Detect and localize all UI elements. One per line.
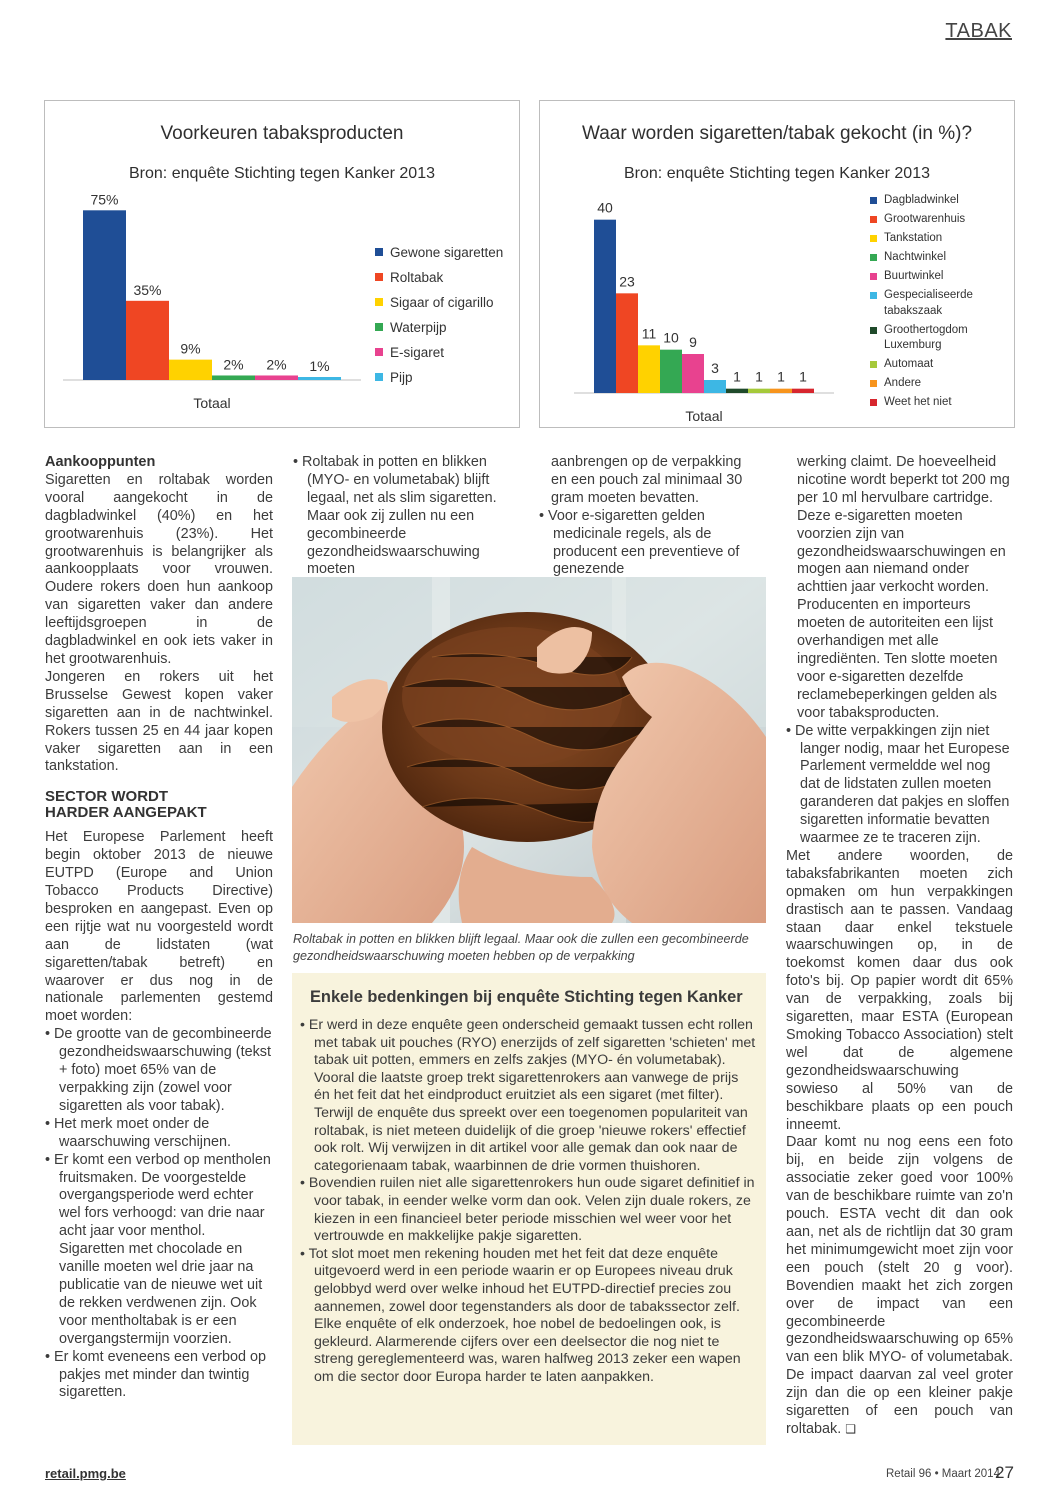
data-label: 2% — [266, 356, 287, 373]
legend-item — [870, 376, 1010, 392]
data-label: 23 — [619, 273, 635, 290]
legend-label: Grootwarenhuis — [884, 213, 966, 225]
legend-item — [375, 368, 515, 387]
legend-item — [375, 343, 515, 362]
paragraph: Jongeren en rokers uit het Brusselse Gewest kopen vaker sigaretten aan in de nachtwinkel. Rokers tussen 25 en 44 jaar kopen vaker sigaretten aan in een tankstation. — [45, 668, 273, 775]
legend-swatch — [375, 323, 383, 331]
chart-title: Waar worden sigaretten/tabak gekocht (in %)? — [581, 123, 973, 144]
box-body — [300, 1017, 758, 1386]
bullet-item: • De grootte van de gecombineerde gezondheidswaarschuwing (tekst + foto) moet 65% van de verpakking zijn (zowel voor sigaretten als voor tabak). — [45, 1026, 272, 1114]
box-title: Enkele bedenkingen bij enquête Stichting tegen Kanker — [310, 988, 743, 1006]
paragraph — [786, 1134, 1013, 1438]
bar-e-sigaret — [255, 375, 298, 380]
data-label: 1 — [755, 368, 763, 385]
data-label: 9 — [689, 334, 697, 350]
legend-item — [870, 395, 1010, 411]
legend-item — [375, 243, 515, 262]
legend-label: Waterpijp — [390, 320, 447, 335]
chart-purchase-locations — [539, 100, 1015, 428]
bullet-item: • Roltabak in potten en blikken (MYO- en volumetabak) blijft legaal, net als slim sigaretten. Maar ook zij zullen nu een gecombineerde gezondheidswaarschuwing moeten — [293, 454, 497, 578]
bullet-item: • Er werd in deze enquête geen onderscheid gemaakt tussen echt rollen met tabak uit pouches (RYO) enerzijds of zelf sigaretten 'schieten' met tabak uit potten, emmers en zelfs zakjes (MYO- én volumetabak). Vooral die laatste groep trekt sigarettenrokers aan vanwege de prijs én het feit dat het eindproduct eruitziet als een sigaret (met filter). Terwijl de enquête dus spreekt over een toegenomen populariteit van roltabak, is niet meteen duidelijk of die groep 'nieuwe rokers' effectief ook rolt. Wij verwijzen in dit artikel voor alle gemak dan ook naar de categorienaam tabak, waarbinnen de drie vormen thuishoren. — [300, 1017, 756, 1174]
bar-automaat — [748, 389, 770, 393]
bullet-item: • Er komt eveneens een verbod op pakjes met minder dan twintig sigaretten. — [45, 1348, 267, 1401]
legend-item — [870, 250, 1010, 266]
legend-swatch — [870, 197, 877, 204]
bar-pijp — [298, 377, 341, 380]
page-number: 27 — [995, 1463, 1014, 1482]
legend-label: Sigaar of cigarillo — [390, 295, 494, 310]
data-label: 11 — [641, 325, 657, 342]
legend-label: Tankstation — [884, 232, 943, 244]
legend-label: Weet het niet — [884, 396, 952, 408]
end-mark: ❑ — [845, 1421, 856, 1436]
legend-swatch — [870, 254, 877, 261]
legend-label: Roltabak — [390, 270, 444, 285]
legend-swatch — [870, 273, 877, 280]
chart-legend — [870, 193, 1010, 414]
bar-sigaar-of-cigarillo — [169, 360, 212, 380]
data-label: 3 — [711, 360, 719, 376]
heading-sector — [45, 789, 273, 821]
data-label: 40 — [597, 199, 613, 216]
legend-swatch — [870, 216, 877, 223]
data-label: 35% — [133, 281, 162, 298]
bar-weet-het-niet — [792, 389, 814, 393]
column-3 — [539, 454, 761, 579]
legend-item — [870, 269, 1010, 285]
legend-swatch — [375, 273, 383, 281]
legend-item — [870, 288, 1010, 319]
legend-label: E-sigaret — [390, 345, 445, 360]
legend-item — [870, 193, 1010, 209]
legend-swatch — [375, 373, 383, 381]
legend-swatch — [375, 348, 383, 356]
legend-swatch — [870, 327, 877, 334]
bar-dagbladwinkel — [594, 220, 616, 393]
legend-item — [870, 323, 1010, 354]
legend-item — [375, 293, 515, 312]
legend-label: Automaat — [884, 358, 934, 370]
bar-buurtwinkel — [682, 354, 704, 393]
legend-label: Pijp — [390, 370, 413, 385]
paragraph: Sigaretten en roltabak worden vooral aangekocht in de dagbladwinkel (40%) en het grootwarenhuis (23%). Het grootwarenhuis is belangrijker als aankoopplaats voor vrouwen. Oudere rokers doen hun aankoop van sigaretten vaker dan andere leeftijdsgroepen in de dagbladwinkel en ook iets vaker in het grootwarenhuis. — [45, 471, 273, 667]
paragraph: werking claimt. De hoeveelheid nicotine wordt beperkt tot 200 mg per 10 ml hervulbare cartridge. Deze e-sigaretten moeten voorzien zijn van gezondheidswaarschuwingen en mogen aan niemand onder achttien jaar verkocht worden. Producenten en importeurs moeten de autoriteiten een lijst overhandigen met alle ingrediënten. Ten slotte moeten voor e-sigaretten dezelfde reclamebeperkingen gelden als voor tabaksproducten. — [797, 454, 1010, 721]
photo-caption: Roltabak in potten en blikken blijft legaal. Maar ook die zullen een gecombineerde gezondheidswaarschuwing moeten hebben op de verpakking — [293, 932, 749, 963]
bullet-item: • Voor e-sigaretten gelden medicinale regels, als de producent een preventieve of genezende — [539, 507, 740, 578]
legend-label: Buurtwinkel — [884, 270, 944, 282]
bar-grootwarenhuis — [616, 293, 638, 393]
chart-legend — [375, 243, 515, 393]
column-1 — [45, 454, 273, 1402]
legend-swatch — [870, 380, 877, 387]
bullet-item: • Bovendien ruilen niet alle sigarettenrokers hun oude sigaret definitief in voor tabak, in eender welke vorm dan ook. Velen zijn duale rokers, ze kiezen in een financieel beter periode misschien wel weer voor het vertrouwde en makkelijke pakje sigaretten. — [300, 1175, 755, 1245]
column-2 — [293, 454, 515, 579]
section-tag: TABAK — [945, 20, 1012, 42]
tobacco-photo — [292, 577, 766, 923]
paragraph: Het Europese Parlement heeft begin oktober 2013 de nieuwe EUTPD (Europe and Union Tobacco Products Directive) besproken en aangepast. Even op een rijtje wat nu voorgesteld wordt aan de lidstaten (wat sigaretten/tabak betreft) en waarover er dus nog in de nationale parlementen gestemd moet worden: — [45, 829, 273, 1025]
data-label: 1 — [799, 368, 807, 385]
chart-title: Voorkeuren tabaksproducten — [160, 123, 404, 144]
legend-label: Andere — [884, 377, 922, 389]
data-label: 10 — [663, 329, 679, 346]
bullet-item: • De witte verpakkingen zijn niet langer nodig, maar het Europese Parlement vermeldde wel nog dat de lidstaten zullen moeten garanderen dat pakjes en sloffen sigaretten informatie bevatten waarmee ze te traceren zijn. — [786, 722, 1010, 847]
x-axis-label: Totaal — [193, 395, 231, 411]
legend-swatch — [870, 235, 877, 242]
bullet-item: • Er komt een verbod op mentholen fruitsmaken. De voorgestelde overgangsperiode werd echter wel fors verhoogd: van drie naar acht jaar voor menthol. Sigaretten met chocolade en vanille moeten wel drie jaar na publicatie van de nieuwe wet uit de rekken verdwenen zijn. Ook voor mentholtabak is er een overgangstermijn voorzien. — [45, 1151, 271, 1347]
data-label: 75% — [90, 191, 119, 208]
bar-tankstation — [638, 345, 660, 393]
legend-swatch — [870, 361, 877, 368]
legend-item — [870, 357, 1010, 373]
legend-item — [870, 231, 1010, 247]
legend-item — [375, 318, 515, 337]
data-label: 2% — [223, 356, 244, 373]
bullet-item: • Tot slot moet men rekening houden met het feit dat deze enquête uitgevoerd werd in een periode waarin er op Europees niveau druk gelobbyd werd over welke inhoud het EUTPD-directief precies zou aannemen, zowel door tegenstanders als door de tabakssector zelf. Elke enquête of elk onderzoek, hoe nobel de bedoelingen ook, is gekleurd. Alarmerende cijfers over een deelsector die nog niet te streng gereglementeerd was, waren halfweg 2013 zeker een wapen om die sector door Europa harder te laten aanpakken. — [300, 1245, 741, 1385]
legend-swatch — [870, 399, 877, 406]
bar-groothertogdom-luxemburg — [726, 389, 748, 393]
bar-waterpijp — [212, 375, 255, 380]
tobacco-in-hands-illustration — [292, 577, 766, 923]
heading-line: HARDER AANGEPAKT — [45, 804, 207, 822]
x-axis-label: Totaal — [685, 408, 723, 424]
bar-nachtwinkel — [660, 350, 682, 393]
chart-purchase-preferences — [44, 100, 520, 428]
legend-label: Groothertogdom Luxemburg — [884, 323, 968, 351]
legend-item — [375, 268, 515, 287]
heading-line: SECTOR WORDT — [45, 788, 169, 806]
legend-swatch — [375, 298, 383, 306]
legend-label: Dagbladwinkel — [884, 194, 959, 206]
heading-purchase-points: Aankooppunten — [45, 454, 156, 470]
bar-gespecialiseerde-tabakszaak — [704, 380, 726, 393]
bar-gewone-sigaretten — [83, 210, 126, 380]
chart-source: Bron: enquête Stichting tegen Kanker 2013 — [129, 165, 435, 182]
legend-label: Gespecialiseerde tabakszaak — [884, 289, 973, 317]
issue-info: Retail 96 • Maart 2014 — [886, 1468, 1000, 1480]
data-label: 1% — [309, 358, 330, 374]
data-label: 9% — [180, 340, 201, 357]
data-label: 1 — [733, 368, 741, 385]
paragraph-text: Daar komt nu nog eens een foto bij, en beide zijn volgens de associatie zeker goed voor 100% van de beschikbare ruimte van zo'n pouch. ESTA vecht dit dan ook aan, net als de richtlijn dat 30 gram het minimumgewicht moet zijn voor een pouch (stelt 20 g voor). Bovendien maakt het zich zorgen over de impact van een gecombineerde gezondheidswaarschuwing op 65% van een blik MYO- of volumetabak. De impact daarvan zal veel groter zijn dan die op een kleiner pakje sigaretten of een pouch van roltabak. — [786, 1134, 1013, 1437]
legend-label: Gewone sigaretten — [390, 245, 504, 260]
column-4 — [786, 454, 1013, 1439]
considerations-box — [292, 973, 766, 1445]
paragraph: Met andere woorden, de tabaksfabrikanten moeten zich opmaken om hun verpakkingen drastisch aan te passen. Vandaag staan daar enkel tekstuele waarschuwingen op, in de toekomst komen daar dus ook foto's bij. Op papier wordt dit 65% van de verpakking, zoals bij sigaretten, maar ESTA (European Smoking Tobacco Association) stelt wel dat de algemene gezondheidswaarschuwing sowieso al 50% van de beschikbare plaats op een pouch inneemt. — [786, 847, 1013, 1133]
bar-roltabak — [126, 301, 169, 380]
legend-swatch — [870, 292, 877, 299]
legend-label: Nachtwinkel — [884, 251, 946, 263]
bar-andere — [770, 389, 792, 393]
legend-swatch — [375, 248, 383, 256]
data-label: 1 — [777, 368, 785, 385]
website-link[interactable]: retail.pmg.be — [45, 1466, 126, 1481]
bullet-item: • Het merk moet onder de waarschuwing verschijnen. — [45, 1115, 231, 1150]
chart-source: Bron: enquête Stichting tegen Kanker 2013 — [624, 165, 930, 182]
legend-item — [870, 212, 1010, 228]
paragraph: aanbrengen op de verpakking en een pouch zal minimaal 30 gram moeten bevatten. — [551, 454, 743, 506]
